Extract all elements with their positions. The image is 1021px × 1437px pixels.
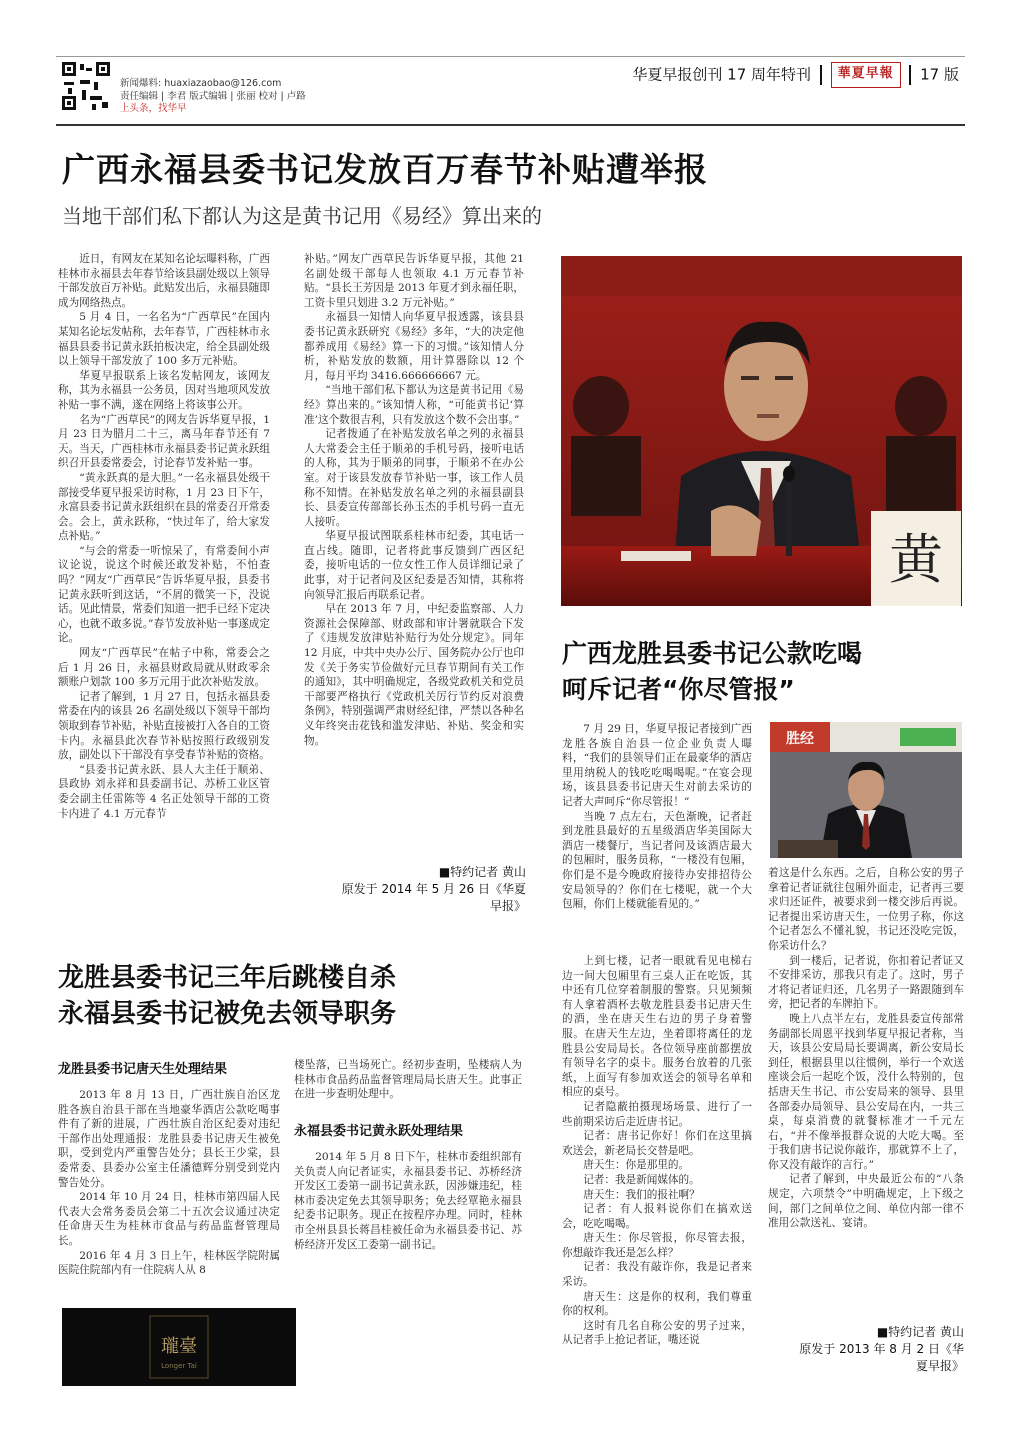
paragraph: “与会的常委一听惊呆了，有常委间小声议论说，说这个时候还敢发补贴，不怕查吗？”网友“广西草民”告诉华夏早报，县委书记黄永跃听到这话，“不屑的微笑一下，没说话。见此情景，常委们知道一把手已经下定决心，也就不敢多说。”春节发放补贴一事遂成定论。 — [58, 544, 270, 645]
paragraph: 2016 年 4 月 3 日上午，桂林医学院附属医院住院部内有一住院病人从 8 — [58, 1249, 280, 1277]
qr-code — [62, 62, 110, 110]
byline-source: 原发于 2013 年 8 月 2 日《华 — [799, 1342, 964, 1356]
official-seated-image — [770, 722, 962, 858]
paragraph: 记者：有人报料说你们在搞欢送会，吃吃喝喝。 — [562, 1203, 752, 1230]
article3-headline-line1: 龙胜县委书记三年后跳楼自杀 — [58, 963, 397, 993]
paragraph: 华夏早报试图联系桂林市纪委，其电话一直占线。随即，记者将此事反馈到广西区纪委，接听电话的一位女性工作人员详细记录了此事，对于记者问及区纪委是否知情，其称将向领导汇报后再联系记者。 — [304, 530, 524, 601]
paragraph: 到一楼后，记者说，你扣着记者证又不安排采访，那我只有走了。这时，男子才将记者证归还，几名男子一路跟随到车旁，把记者的车牌拍下。 — [768, 954, 964, 1011]
paragraph: 上到七楼，记者一眼就看见电梯右边一间大包厢里有三桌人正在吃饭，其中还有几位穿着制服的警察。只见频频有人拿着酒杯去敬龙胜县委书记唐天生的酒，坐在唐天生右边的男子身着警服。在唐天生左边，坐着即将离任的龙胜县公安局局长。各位领导座前都摆放有领导名字的桌卡。服务台放着的几张纸，上面写有参加欢送会的领导名单和相应的桌号。 — [562, 955, 752, 1099]
article2-photo — [770, 722, 962, 858]
article2-headline-line2: 呵斥记者“你尽管报” — [562, 675, 795, 704]
paragraph: 这时有几名自称公安的男子过来，从记者手上抢记者证，嘴还说 — [562, 1319, 752, 1347]
article1-byline — [300, 864, 526, 915]
paragraph: 补贴。”网友广西草民告诉华夏早报，其他 21 名副处级干部每人也领取 4.1 万元春节补贴。“县长王芳因是 2013 年夏才到永福任职，工资卡里只划进 3.2 万元补贴。” — [304, 253, 524, 309]
special-issue-label: 华夏早报创刊 17 周年特刊 — [632, 65, 812, 84]
nameplate-text: 黄 — [889, 528, 943, 591]
paragraph: 唐天生：你是那里的。 — [583, 1159, 690, 1172]
paragraph: 当晚 7 点左右，天色渐晚，记者赶到龙胜县最好的五星级酒店华美国际大酒店一楼餐厅，当记者问及该酒店最大的包厢时，服务员称，“一楼没有包厢，你们是不是今晚政府接待办安排招待公安局领导的？你们在七楼呢，就一个大包厢，你们上楼就能看见的。” — [562, 810, 752, 911]
paragraph: 名为“广西草民”的网友告诉华夏早报，1 月 23 日为腊月二十三，离马年春节还有 7 天。当天，广西桂林市永福县委书记黄永跃组织召开县委常委会，讨论春节发补贴一事。 — [58, 413, 270, 470]
paragraph: 7 月 29 日，华夏早报记者接到广西龙胜各族自治县一位企业负责人曝料，“我们的县领导们正在最豪华的酒店里用纳税人的钱吃吃喝喝呢。”在宴会现场，该县县委书记唐天生对前去采访的记者大声呵斥“你尽管报！” — [562, 723, 752, 808]
ad-logo — [62, 1308, 296, 1386]
paragraph: 唐天生：我们的报社啊？ — [583, 1188, 700, 1201]
paragraph: 永福县一知情人向华夏早报透露，该县县委书记黄永跃研究《易经》多年，“大的决定他都养成用《易经》算一下的习惯。”该知情人分析，补贴发放的数额，用计算器除以 12 个月，每月平均 3416.666666667 元。 — [304, 311, 524, 382]
byline-source-cont: 夏早报》 — [915, 1359, 964, 1373]
paragraph: 近日，有网友在某知名论坛曝料称，广西桂林市永福县去年春节给该县副处级以上领导干部发放百万补贴。此贴发出后，永福县随即成为网络热点。 — [58, 253, 270, 309]
article3-headline — [58, 960, 396, 1032]
article3-column-left — [58, 1088, 280, 1302]
paragraph: 记者了解到，1 月 27 日，包括永福县委常委在内的该县 26 名副处级以下领导干部均领取到春节补贴，补贴直接被打入各自的工资卡内。永福县此次春节补贴按照行政级别发放，副处以下干部没有享受春节补贴的资格。 — [58, 690, 270, 762]
article1-subheadline: 当地干部们私下都认为这是黄书记用《易经》算出来的 — [62, 204, 542, 228]
paragraph: 晚上八点半左右，龙胜县委宣传部常务副部长周恩平找到华夏早报记者称，当天，该县公安局局长要调离，新公安局长到任，根据县里以往惯例，举行一个欢送座谈会后一起吃个饭，没什么特别的，包括唐天生书记、市公安局来的领导、县里各部委办局领导、县公安局在内，一共三桌，每桌消费的就餐标准才一千元左右，“并不像举报群众说的大吃大喝。至于我们唐书记说你敲诈，那就算不上了，你又没有敲诈的言行。” — [768, 1012, 964, 1171]
article2-headline-line1: 广西龙胜县委书记公款吃喝 — [562, 639, 863, 668]
byline-reporter: ■特约记者 黄山 — [438, 865, 526, 879]
article3-subhead-2: 永福县委书记黄永跃处理结果 — [294, 1124, 464, 1139]
header-rule — [56, 124, 965, 126]
official-speaking-image — [561, 256, 962, 606]
ad-brand-cn: 瓏臺 — [161, 1336, 197, 1357]
paragraph: 记者：唐书记你好！你们在这里搞欢送会，新老局长交替是吧。 — [562, 1130, 752, 1157]
article2-headline — [562, 636, 862, 708]
paragraph: 记者：我没有敲诈你，我是记者来采访。 — [562, 1261, 752, 1289]
paragraph: 着这是什么东西。之后，自称公安的男子拿着记者证就往包厢外面走，记者再三要求归还证件，被要求到一楼交涉后再说。记者提出采访唐天生，一位男子称，你这个记者怎么不懂礼貌，书记还没吃完饭，你采访什么？ — [768, 867, 964, 952]
contact-line: 新闻爆料: huaxiazaobao@126.com — [120, 78, 282, 89]
paragraph: 2014 年 5 月 8 日下午，桂林市委组织部有关负责人向记者证实，永福县委书记、苏桥经济开发区工委第一副书记黄永跃，因涉嫌违纪，桂林市委决定免去其领导职务；免去经覃艳永福县纪委书记职务。现正在按程序办理。同时，桂林市全州县县长蒋昌桂被任命为永福县委书记、苏桥经济开发区工委第一副书记。 — [294, 1151, 522, 1251]
paragraph: 唐天生：你尽管报，你尽管去报，你想敲诈我还是怎么样？ — [562, 1232, 752, 1259]
page-label: 17 版 — [920, 65, 959, 84]
paragraph: 记者：我是新闻媒体的。 — [583, 1173, 700, 1186]
ad-brand-en: Longer Tai — [161, 1362, 197, 1370]
byline-reporter: ■特约记者 黄山 — [876, 1325, 964, 1339]
header-meta — [120, 78, 306, 116]
paragraph: 记者拨通了在补贴发放名单之列的永福县人大常委会主任于顺弟的手机号码，接听电话的人称，其为于顺弟的同事，于顺弟不在办公室。对于该县发放春节补贴一事，该工作人员称不知情。在补贴发放名单之列的永福县副县长、县委宣传部部长孙玉杰的手机号码一直无人接听。 — [304, 428, 524, 528]
byline-source-cont: 早报》 — [489, 899, 526, 913]
article1-column-2 — [304, 252, 524, 864]
article3-column-right-a — [294, 1058, 522, 1106]
article2-intro — [562, 722, 752, 954]
slogan: 上头条，找华早 — [120, 103, 187, 114]
article2-column-left — [562, 954, 752, 1372]
paragraph: 记者了解到，中央最近公布的“八条规定，六项禁令”中明确规定，上下级之间，部门之间单位之间、单位内部一律不准用公款送礼、宴请。 — [768, 1173, 964, 1230]
paragraph: “黄永跃真的是大胆。”一名永福县处级干部接受华夏早报采访时称，1 月 23 日下午，永富县委书记黄永跃组织在县的常委召开常委会。会上，黄永跃称，“快过年了，给大家发点补贴。” — [58, 471, 270, 543]
banner-text: 胜经 — [786, 731, 814, 747]
article3-subhead-1: 龙胜县委书记唐天生处理结果 — [58, 1062, 228, 1077]
masthead-divider — [820, 65, 822, 85]
article1-column-1 — [58, 252, 270, 924]
editors-line: 责任编辑 | 李君 版式编辑 | 张丽 校对 | 卢路 — [120, 90, 306, 102]
article3-column-right-b — [294, 1150, 522, 1300]
article2-byline — [768, 1324, 964, 1375]
paragraph: 2014 年 10 月 24 日，桂林市第四届人民代表大会常务委员会第二十五次会议通过决定任命唐天生为桂林市食品与药品监督管理局长。 — [58, 1191, 280, 1247]
newspaper-logo: 華夏早報 — [831, 62, 901, 88]
paragraph: 网友“广西草民”在帖子中称，常委会之后 1 月 26 日，永福县财政局就从财政零余额账户划款 100 多万元用于此次补贴发放。 — [58, 647, 270, 689]
top-rule — [56, 56, 965, 57]
article1-headline: 广西永福县委书记发放百万春节补贴遭举报 — [62, 150, 708, 189]
paragraph: 2013 年 8 月 13 日，广西壮族自治区龙胜各族自治县干部在当地豪华酒店公款吃喝事件有了新的进展，广西壮族自治区纪委对违纪干部作出处理通报：龙胜县委书记唐天生被免职，受到党内严重警告处分；县长王少棠，县委常委、县委办公室主任潘德辉分别受到党内警告处分。 — [58, 1089, 280, 1189]
paragraph: 5 月 4 日，一名名为“广西草民”在国内某知名论坛发帖称，去年春节，广西桂林市永福县县委书记黄永跃拍板决定，给全县副处级以上领导干部发放了 100 多万元补贴。 — [58, 311, 270, 368]
article3-headline-line2: 永福县委书记被免去领导职务 — [58, 999, 397, 1029]
paragraph: “当地干部们私下都认为这是黄书记用《易经》算出来的。”该知情人称，“可能黄书记‘算准’这个数很吉利，只有发放这个数不会出事。” — [304, 384, 524, 426]
advertisement-banner[interactable] — [62, 1308, 296, 1386]
paragraph: 早在 2013 年 7 月，中纪委监察部、人力资源社会保障部、财政部和审计署就联合下发了《违规发放津贴补贴行为处分规定》。同年 12 月底，中共中央办公厅、国务院办公厅也印发《关于务实节俭做好元旦春节期间有关工作的通知》，其中明确规定，各级党政机关和党员干部要严格执行《党政机关厉行节约反对浪费条例》，特别强调严肃财经纪律，严禁以各种名义年终突击花钱和滥发津贴、补贴、奖金和实物。 — [304, 603, 524, 747]
masthead-divider — [909, 65, 911, 85]
paragraph: 楼坠落，已当场死亡。经初步查明，坠楼病人为桂林市食品药品监督管理局局长唐天生。此事正在进一步查明处理中。 — [294, 1059, 522, 1101]
paragraph: 记者隐蔽拍摄现场场景、进行了一些前期采访后走近唐书记。 — [562, 1100, 752, 1128]
article1-photo — [561, 256, 962, 606]
paragraph: “县委书记黄永跃、县人大主任于顺弟、县政协 刘永祥和县委副书记、苏桥工业区管委会副主任雷陈等 4 名正处领导干部的工资卡内进了 4.1 万元春节 — [58, 763, 270, 820]
paragraph: 华夏早报联系上该名发帖网友，该网友称，其为永福县一公务员，因对当地项风发放补贴一事不满，遂在网络上将该事公开。 — [58, 369, 270, 411]
masthead — [632, 62, 959, 88]
article2-column-right — [768, 866, 964, 1320]
paragraph: 唐天生：这是你的权利，我们尊重你的权利。 — [562, 1290, 752, 1318]
byline-source: 原发于 2014 年 5 月 26 日《华夏 — [341, 882, 526, 896]
